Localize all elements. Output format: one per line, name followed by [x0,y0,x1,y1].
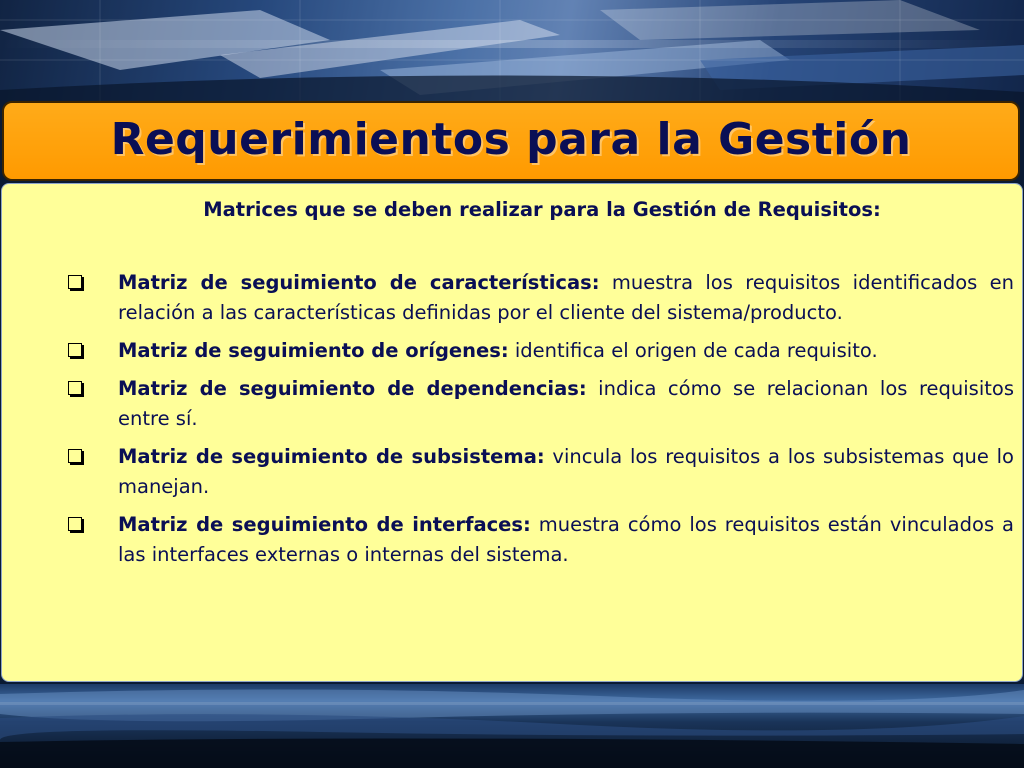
top-banner-image [0,0,1024,102]
checkbox-square-icon [68,343,82,357]
checkbox-square-icon [68,517,82,531]
bullet-body: muestra los requisitos identificados en relación a las características definidas por el cliente del sistema/producto. [118,271,1014,324]
checkbox-square-icon [68,449,82,463]
list-item [66,374,1014,434]
bullet-body: indica cómo se relacionan los requisitos entre sí. [118,377,1014,430]
bullet-lead: Matriz de seguimiento de características: [118,271,600,294]
bottom-banner-image [0,684,1024,768]
bullet-lead: Matriz de seguimiento de subsistema: [118,445,545,468]
bullet-lead: Matriz de seguimiento de dependencias: [118,377,587,400]
bullet-text [118,268,1014,328]
bullet-text [118,442,1014,502]
content-panel [1,183,1023,682]
bullet-lead: Matriz de seguimiento de orígenes: [118,339,509,362]
bullet-body: identifica el origen de cada requisito. [508,339,878,362]
list-item [66,268,1014,328]
slide-subtitle: Matrices que se deben realizar para la Gestión de Requisitos: [203,198,881,221]
bottom-banner-graphic [0,684,1024,768]
bullet-text [118,374,1014,434]
top-banner-graphic [0,0,1024,102]
bullet-text [118,336,1014,366]
checkbox-square-icon [68,275,82,289]
bullet-list [66,268,1014,578]
list-item [66,510,1014,570]
bullet-body: vincula los requisitos a los subsistemas que lo manejan. [118,445,1014,498]
slide-title: Requerimientos para la Gestión [110,113,912,165]
checkbox-square-icon [68,381,82,395]
list-item [66,442,1014,502]
bullet-body: muestra cómo los requisitos están vinculados a las interfaces externas o internas del sistema. [118,513,1014,566]
list-item [66,336,1014,366]
bullet-text [118,510,1014,570]
title-bar [2,101,1020,181]
bullet-lead: Matriz de seguimiento de interfaces: [118,513,531,536]
